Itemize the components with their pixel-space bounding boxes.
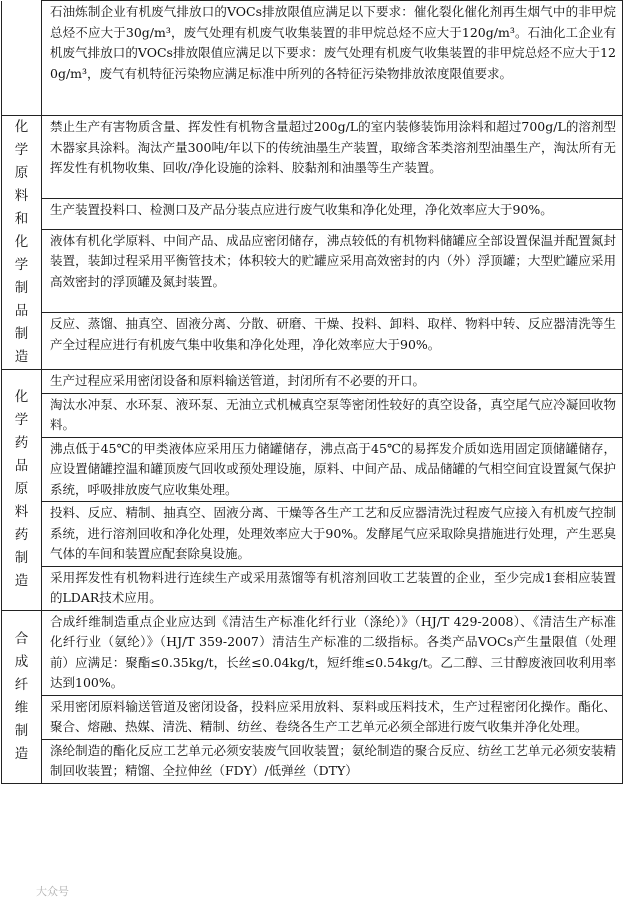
requirement-cell: 生产装置投料口、检测口及产品分装点应进行废气收集和净化处理，净化效率应大于90%。 (42, 199, 623, 229)
requirement-cell: 投料、反应、精制、抽真空、固液分离、干燥等各生产工艺和反应器清洗过程废气应接入有机废气控制系统，进行溶剂回收和净化处理，处理效率应大于90%。发酵尾气应采取除臭措施进行处理，产生恶臭气体的车间和装置应配套除臭设施。 (42, 502, 623, 567)
regulation-table (1, 0, 623, 784)
requirement-cell: 禁止生产有害物质含量、挥发性有机物含量超过200g/L的室内装修装饰用涂料和超过700g/L的溶剂型木器家具涂料。淘汰产量300吨/年以下的传统油墨生产装置，取缔含苯类溶剂型油墨生产，淘汰所有无挥发性有机物收集、回收/净化设施的涂料、胶黏剂和油墨等生产装置。 (42, 116, 623, 199)
category-cell-empty (2, 1, 42, 116)
requirement-cell: 采用密闭原料输送管道及密闭设备，投料应采用放料、泵料或压料技术，生产过程密闭化操作。酯化、聚合、熔融、热媒、清洗、精制、纺丝、卷绕各生产工艺单元必须全部进行废气收集并净化处理。 (42, 695, 623, 739)
requirement-cell: 涤纶制造的酯化反应工艺单元必须安装废气回收装置；氨纶制造的聚合反应、纺丝工艺单元必须安装精制回收装置；精馏、全拉伸丝（FDY）/低弹丝（DTY） (42, 739, 623, 783)
category-cell-chem-raw: 化学原料和化学制品制造 (2, 116, 42, 370)
requirement-cell: 淘汰水冲泵、水环泵、液环泵、无油立式机械真空泵等密闭性较好的真空设备，真空尾气应冷凝回收物料。 (42, 393, 623, 437)
table-row (2, 610, 623, 695)
requirement-cell: 液体有机化学原料、中间产品、成品应密闭储存，沸点较低的有机物料储罐应全部设置保温并配置氮封装置，装卸过程采用平衡管技术；体积较大的贮罐应采用高效密封的内（外）浮顶罐；大型贮罐应采用高效密封的浮顶罐及氮封装置。 (42, 229, 623, 312)
requirement-cell: 生产过程应采用密闭设备和原料输送管道，封闭所有不必要的开口。 (42, 370, 623, 394)
category-cell-fiber: 合成纤维制造 (2, 610, 42, 783)
table-row (2, 393, 623, 437)
requirement-cell: 合成纤维制造重点企业应达到《清洁生产标准化纤行业（涤纶）》（HJ/T 429-2008）、《清洁生产标准 化纤行业（氨纶）》（HJ/T 359-2007）清洁生产标准的二级指标。各类产品VOCs产生量限值（处理前）应满足：聚酯≤0.35kg/t，长丝≤0.04kg/t，短纤维≤0.54kg/t。乙二醇、三甘醇废液回收利用率达到100%。 (42, 610, 623, 695)
requirement-cell: 沸点低于45℃的甲类液体应采用压力储罐储存，沸点高于45℃的易挥发介质如选用固定顶储罐储存，应设置储罐控温和罐顶废气回收或预处理设施，原料、中间产品、成品储罐的气相空间宜设置氮气保护系统，呼吸排放废气应收集处理。 (42, 437, 623, 502)
table-row (2, 739, 623, 783)
requirement-cell: 采用挥发性有机物料进行连续生产或采用蒸馏等有机溶剂回收工艺装置的企业，至少完成1套相应装置的LDAR技术应用。 (42, 566, 623, 610)
table-row (2, 437, 623, 502)
table-row (2, 199, 623, 229)
table-row (2, 566, 623, 610)
requirement-cell: 反应、蒸馏、抽真空、固液分离、分散、研磨、干燥、投料、卸料、取样、物料中转、反应器清洗等生产全过程应进行有机废气集中收集和净化处理，净化效率应大于90%。 (42, 313, 623, 370)
table-row (2, 313, 623, 370)
table-row (2, 116, 623, 199)
table-row (2, 1, 623, 116)
table-row (2, 502, 623, 567)
category-cell-pharma: 化学药品原料药制造 (2, 370, 42, 611)
table-row (2, 229, 623, 312)
requirement-cell: 石油炼制企业有机废气排放口的VOCs排放限值应满足以下要求：催化裂化催化剂再生烟气中的非甲烷总烃不应大于30g/m³，废气处理有机废气收集装置的非甲烷总烃不应大于120g/m³。石油化工企业有机废气排放口的VOCs排放限值应满足以下要求：废气处理有机废气收集装置的非甲烷总烃不应大于120g/m³，废气有机特征污染物应满足标准中所列的各特征污染物排放浓度限值要求。 (42, 1, 623, 116)
table-row (2, 695, 623, 739)
watermark: 大众号 (36, 885, 69, 898)
table-row (2, 370, 623, 394)
